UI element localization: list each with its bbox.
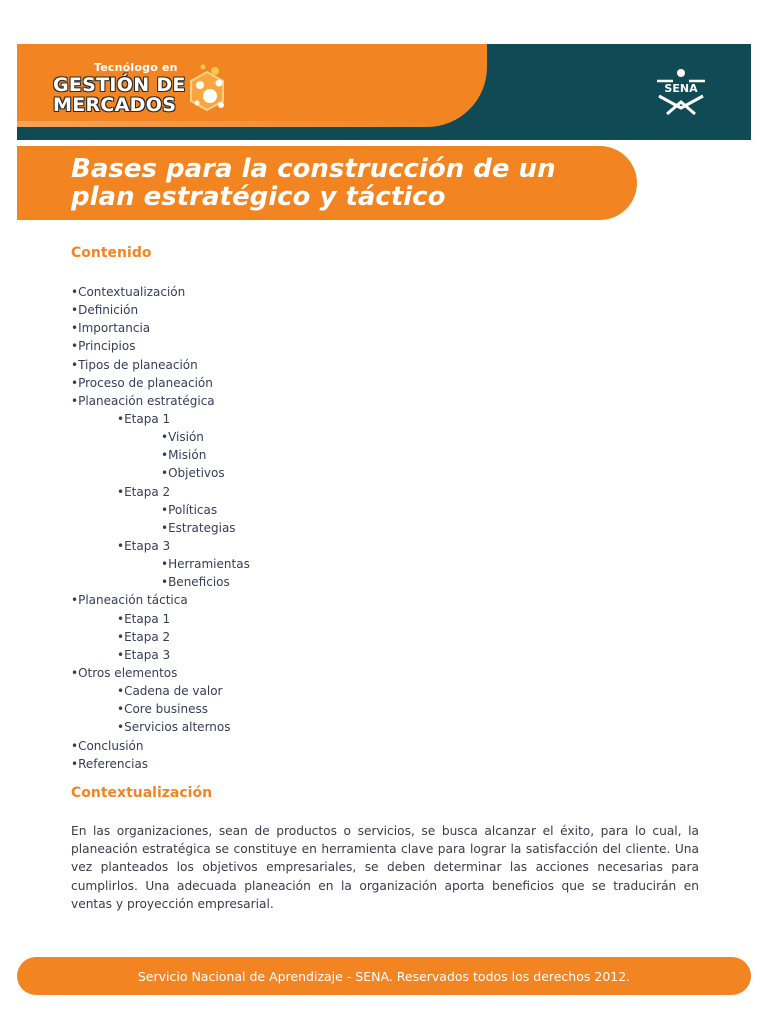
contextualizacion-heading: Contextualización xyxy=(71,785,213,801)
toc-item: •Etapa 1 xyxy=(117,411,171,426)
logo-top-text: Tecnólogo en xyxy=(94,61,178,74)
toc-item: •Etapa 3 xyxy=(117,538,171,553)
toc-item: •Referencias xyxy=(71,756,149,771)
footer-text: Servicio Nacional de Aprendizaje - SENA. Reservados todos los derechos 2012. xyxy=(137,968,631,984)
toc-item: •Conclusión xyxy=(71,738,144,753)
page-title: Bases para la construcción de un plan estratégico y táctico xyxy=(71,154,556,212)
toc-item: •Planeación táctica xyxy=(71,593,188,608)
header-banner xyxy=(17,44,751,140)
toc-item: •Visión xyxy=(161,430,204,445)
toc-item: •Objetivos xyxy=(161,466,225,481)
toc-item: •Estrategias xyxy=(161,520,236,535)
toc-item: •Etapa 3 xyxy=(117,647,171,662)
hexagon-molecule-icon xyxy=(173,61,233,127)
table-of-contents xyxy=(71,283,471,773)
contenido-heading: Contenido xyxy=(71,245,152,261)
toc-item: •Etapa 1 xyxy=(117,611,171,626)
title-bar xyxy=(17,146,637,220)
toc-item: •Proceso de planeación xyxy=(71,375,213,390)
program-logo xyxy=(53,61,233,127)
toc-item: •Políticas xyxy=(161,502,218,517)
logo-line-1: GESTIÓN DE xyxy=(53,74,186,96)
sena-logo-text: SENA xyxy=(664,82,698,95)
toc-item: •Etapa 2 xyxy=(117,484,171,499)
footer-bar xyxy=(17,957,751,995)
sena-logo-icon xyxy=(653,68,709,116)
toc-item: •Core business xyxy=(117,702,208,717)
toc-item: •Servicios alternos xyxy=(117,720,231,735)
toc-item: •Importancia xyxy=(71,321,151,336)
toc-item: •Beneficios xyxy=(161,575,230,590)
toc-item: •Etapa 2 xyxy=(117,629,171,644)
contextualizacion-paragraph: En las organizaciones, sean de productos o servicios, se busca alcanzar el éxito, para lo cual, la planeación estratégica se constituye en herramienta clave para lograr la satisfacción del cliente. Una vez planteados los objetivos empresariales, se deben determinar las acciones necesarias para cumplirlos. Una adecuada planeación en la organización aporta beneficios que se traducirán en ventas y proyección empresarial. xyxy=(71,824,699,911)
toc-item: •Otros elementos xyxy=(71,665,178,680)
toc-item: •Misión xyxy=(161,448,207,463)
toc-item: •Cadena de valor xyxy=(117,684,223,699)
toc-item: •Contextualización xyxy=(71,285,186,299)
logo-line-2: MERCADOS xyxy=(53,94,177,116)
toc-item: •Herramientas xyxy=(161,557,250,572)
toc-item: •Planeación estratégica xyxy=(71,393,215,408)
toc-item: •Definición xyxy=(71,303,139,318)
toc-item: •Tipos de planeación xyxy=(71,357,198,372)
toc-item: •Principios xyxy=(71,339,136,354)
